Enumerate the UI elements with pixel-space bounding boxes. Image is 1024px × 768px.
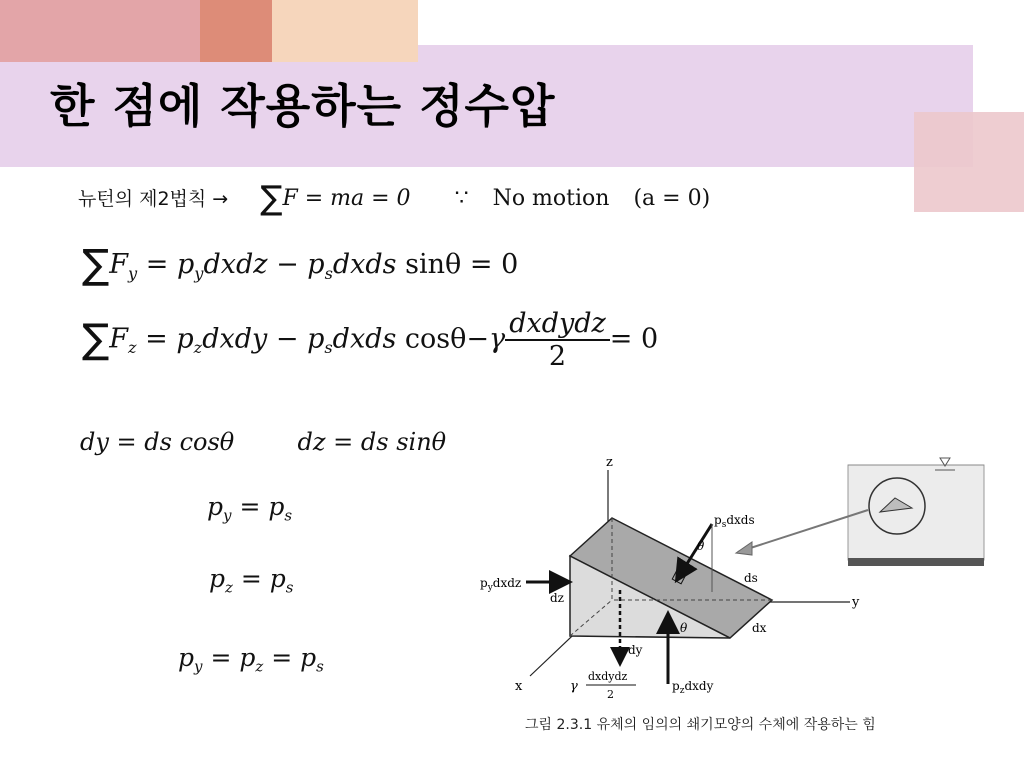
slide-title: 한 점에 작용하는 정수압 xyxy=(50,79,556,133)
eq-z-rhs: = 0 xyxy=(609,323,659,355)
r2-a: p xyxy=(209,564,226,593)
because-symbol: ∵ xyxy=(454,186,469,212)
sum-symbol: ∑ xyxy=(82,240,110,288)
eq-y-lhs: F xyxy=(109,249,129,281)
eq-y-rhs: = 0 xyxy=(469,249,519,281)
sum-symbol: ∑ xyxy=(82,314,110,363)
fluid-container-inset xyxy=(848,458,984,566)
r2-b: p xyxy=(269,564,286,593)
axis-x-label: x xyxy=(515,679,523,694)
eq-z-p2-sub: s xyxy=(324,338,333,358)
axis-z-label: z xyxy=(606,455,613,470)
newton-equation: F = ma = 0 xyxy=(282,186,411,212)
eq-y-p1-sub: y xyxy=(194,263,204,283)
eq-y-p2-sub: s xyxy=(324,263,333,283)
weight-gamma: γ xyxy=(570,679,578,694)
eq-z-p1: p xyxy=(176,323,194,355)
eq-y-p1: p xyxy=(176,249,195,281)
eq-z-p1-sub: z xyxy=(193,338,203,358)
py-force-label: $p_ydxdz$ xyxy=(480,576,522,593)
r1-b-sub: s xyxy=(284,506,293,525)
r2-b-sub: s xyxy=(285,578,294,597)
equation-sum-fy: $\sum F_y$ = $p_ydxdz$ − $p_sdxds$ sinθ = 0 xyxy=(82,240,519,288)
eq-z-p2: p xyxy=(307,323,325,355)
weight-denominator: 2 xyxy=(607,688,614,701)
theta-top-label: θ xyxy=(697,539,705,553)
eq-z-frac-num: dxdydz xyxy=(505,308,610,341)
result-py-ps: $p_y = p_s$ xyxy=(207,492,293,525)
ds-label: ds xyxy=(744,571,758,585)
r3-b: p xyxy=(239,643,256,672)
r3-a-sub: y xyxy=(194,657,203,676)
r3-c: p xyxy=(300,643,317,672)
dy-relation: dy = ds cosθ xyxy=(80,428,235,456)
dz-label: dz xyxy=(550,591,565,605)
pointer-arrowhead xyxy=(736,542,752,555)
eq-y-p2: p xyxy=(307,249,325,281)
result-py-pz-ps: $p_y = p_z = p_s$ xyxy=(178,643,324,676)
result-pz-ps: $p_z = p_s$ xyxy=(209,564,294,597)
dz-relation: dz = ds sinθ xyxy=(297,428,447,456)
eq-z-gamma: γ xyxy=(489,323,506,355)
eq-z-minus-2: − xyxy=(466,323,490,355)
r3-b-sub: z xyxy=(255,657,264,676)
axis-y-label: y xyxy=(852,595,860,610)
eq-z-lhs-sub: z xyxy=(128,338,137,358)
dx-label: dx xyxy=(752,621,767,635)
eq-z-trig: cosθ xyxy=(404,323,467,355)
dy-label: dy xyxy=(628,643,643,657)
r3-a: p xyxy=(178,643,195,672)
eq-y-trig: sinθ xyxy=(405,249,462,281)
newton-label: 뉴턴의 제2법칙 → xyxy=(78,188,229,211)
ps-force-label: $p_sdxds$ xyxy=(714,513,755,530)
eq-z-lhs: F xyxy=(109,323,129,355)
pz-force-label: $p_zdxdy$ xyxy=(672,679,714,696)
eq-y-minus: − xyxy=(276,249,299,281)
eq-z-minus-1: − xyxy=(275,323,299,355)
no-motion-text: No motion xyxy=(492,186,610,212)
theta-bottom-label: θ xyxy=(680,621,688,635)
r1-a-sub: y xyxy=(223,506,232,525)
eq-z-t2: dxds xyxy=(332,323,397,355)
eq-y-t2: dxds xyxy=(332,249,397,281)
eq-z-t1: dxdy xyxy=(202,323,268,355)
figure-caption: 그림 2.3.1 유체의 임의의 쇄기모양의 수체에 작용하는 힘 xyxy=(525,717,876,733)
r2-a-sub: z xyxy=(225,578,233,597)
r1-a: p xyxy=(207,492,224,521)
weight-numerator: dxdydz xyxy=(588,670,628,683)
eq-y-t1: dxdz xyxy=(203,249,268,281)
r3-c-sub: s xyxy=(316,657,324,676)
equation-sum-fz: $\sum F_z$ = $p_zdxdy$ − $p_sdxds$ cosθ−γ $\frac{\text{dxdydz}}{2}$ = 0 xyxy=(82,308,659,372)
r1-b: p xyxy=(268,492,285,521)
sum-symbol: ∑ xyxy=(260,178,283,217)
eq-y-lhs-sub: y xyxy=(128,263,138,283)
eq-z-frac-den: 2 xyxy=(548,341,567,372)
no-motion-condition: (a = 0) xyxy=(633,186,711,212)
